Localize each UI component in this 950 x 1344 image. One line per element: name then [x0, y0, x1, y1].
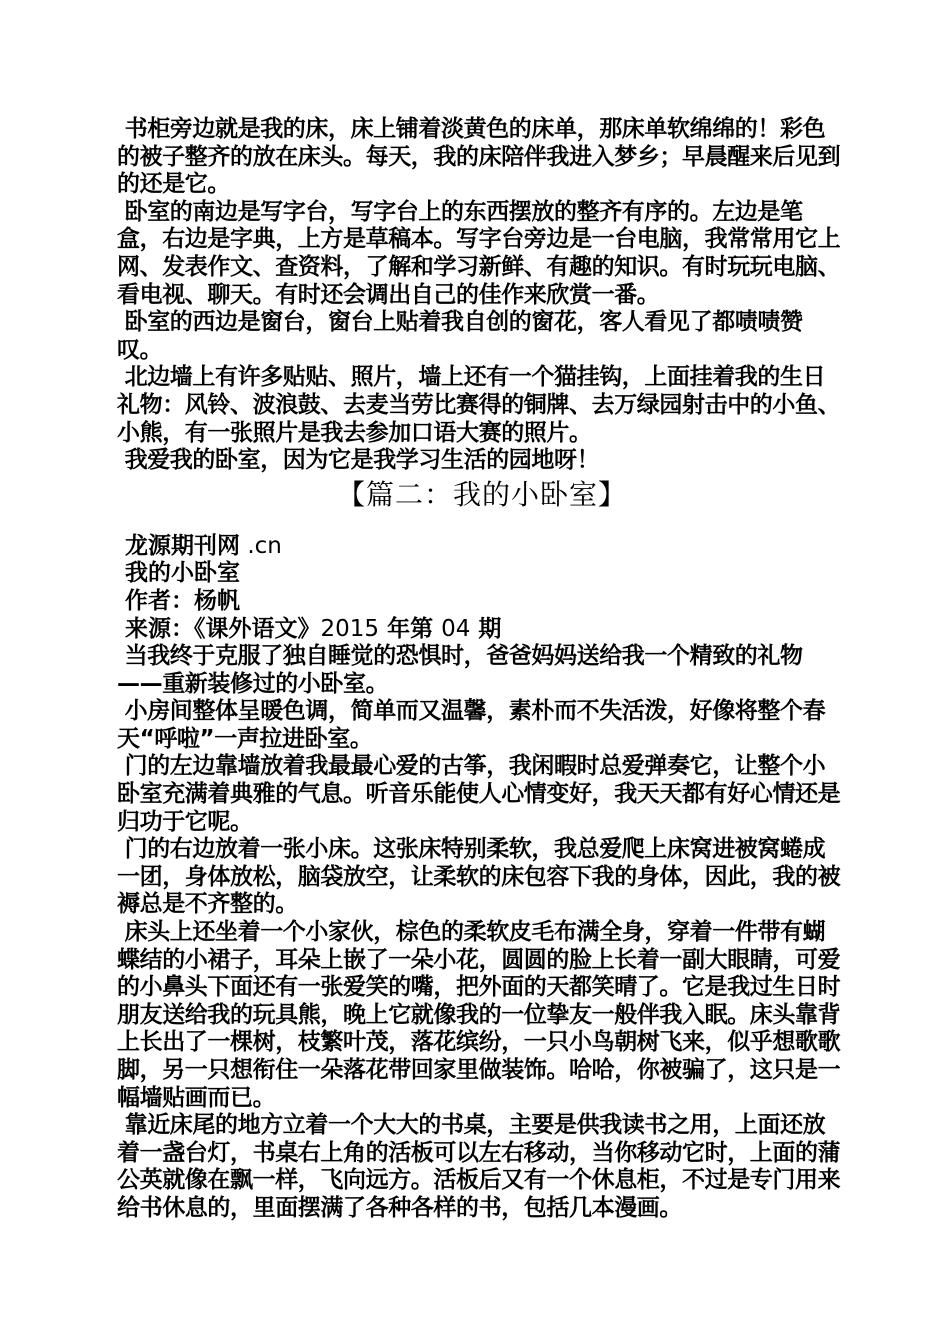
source-label: 来源：《课外语文》	[117, 615, 321, 642]
meta-title: 我的小卧室	[117, 560, 241, 587]
meta-site	[117, 533, 847, 561]
site-name: 龙源期刊网	[117, 532, 241, 559]
source-issue: 04	[441, 615, 471, 642]
source-year: 2015	[320, 615, 380, 642]
source-mid: 年第	[379, 615, 442, 642]
paragraph-north-wall: 北边墙上有许多贴贴、照片，墙上还有一个猫挂钩，上面挂着我的生日礼物：风铃、波浪鼓、去麦当劳比赛得的铜牌、去万绿园射击中的小鱼、小熊，有一张照片是我去参加口语大赛的照片。	[117, 364, 841, 446]
meta-source	[117, 616, 847, 644]
paragraph-bed: 书柜旁边就是我的床，床上铺着淡黄色的床单，那床单软绵绵的！彩色的被子整齐的放在床头。每天，我的床陪伴我进入梦乡；早晨醒来后见到的还是它。	[117, 116, 841, 198]
document-page	[117, 116, 847, 1223]
paragraph-small-bed: 门的右边放着一张小床。这张床特别柔软，我总爱爬上床窝进被窝蜷成一团，身体放松，脑袋放空，让柔软的床包容下我的身体，因此，我的被褥总是不齐整的。	[117, 836, 841, 918]
section-heading: 【篇二：我的小卧室】	[336, 477, 627, 511]
paragraph-guzheng: 门的左边靠墙放着我最最心爱的古筝，我闲暇时总爱弹奏它，让整个小卧室充满着典雅的气息。听音乐能使人心情变好，我天天都有好心情还是归功于它呢。	[117, 753, 841, 835]
paragraph-window: 卧室的西边是窗台，窗台上贴着我自创的窗花，客人看见了都啧啧赞叹。	[117, 309, 803, 363]
source-end: 期	[470, 615, 502, 642]
paragraph-gift: 当我终于克服了独自睡觉的恐惧时，爸爸妈妈送给我一个精致的礼物——重新装修过的小卧室。	[117, 643, 803, 697]
paragraph-conclusion: 我爱我的卧室，因为它是我学习生活的园地呀！	[117, 447, 600, 474]
site-suffix: .cn	[240, 532, 282, 559]
paragraph-teddy-bear: 床头上还坐着一个小家伙，棕色的柔软皮毛布满全身，穿着一件带有蝴蝶结的小裙子，耳朵上嵌了一朵小花，圆圆的脸上长着一副大眼睛，可爱的小鼻头下面还有一张爱笑的嘴，把外面的天都笑晴了。它是我过生日时朋友送给我的玩具熊，晚上它就像我的一位挚友一般伴我入眠。床头靠背上长出了一棵树，枝繁叶茂，落花缤纷，一只小鸟朝树飞来，似乎想歌歌脚，另一只想衔住一朵落花带回家里做装饰。哈哈，你被骗了，这只是一幅墙贴画而已。	[117, 919, 841, 1111]
paragraph-desk: 卧室的南边是写字台，写字台上的东西摆放的整齐有序的。左边是笔盒，右边是字典，上方是草稿本。写字台旁边是一台电脑，我常常用它上网、发表作文、查资料，了解和学习新鲜、有趣的知识。有时玩玩电脑、看电视、聊天。有时还会调出自己的佳作来欣赏一番。	[117, 198, 841, 308]
paragraph-bookdesk: 靠近床尾的地方立着一个大大的书桌，主要是供我读书之用，上面还放着一盏台灯，书桌右上角的活板可以左右移动，当你移动它时，上面的蒲公英就像在飘一样，飞向远方。活板后又有一个休息柜，不过是专门用来给书休息的，里面摆满了各种各样的书，包括几本漫画。	[117, 1112, 841, 1221]
meta-author: 作者：杨帆	[117, 587, 241, 614]
paragraph-warm-tone: 小房间整体呈暖色调，简单而又温馨，素朴而不失活泼，好像将整个春天“呼啦”一声拉进卧室。	[117, 698, 826, 752]
